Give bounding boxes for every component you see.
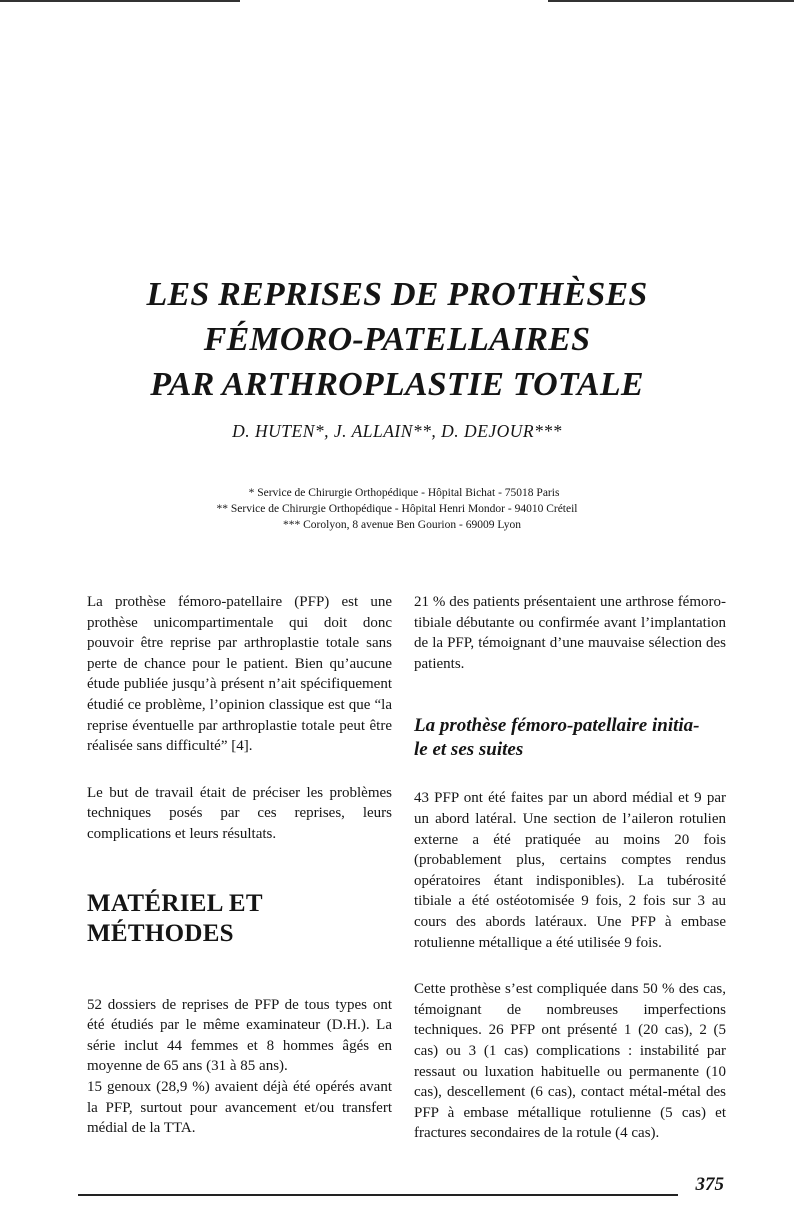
section-heading-materiel-methodes <box>87 889 392 949</box>
top-rule-left <box>0 0 240 2</box>
right-paragraph-3: Cette prothèse s’est compliquée dans 50 % des cas, témoignant de nombreuses imperfections techniques. 26 PFP ont présenté 1 (20 cas), 2 (5 cas) ou 3 (1 cas) complications : instabilité par ressaut ou luxation habituelle ou permanente (10 cas), descellement (6 cas), contact métal-métal des PFP à embase métallique rotulienne (5 cas) et fractures secondaires de la rotule (4 cas). <box>414 981 726 1142</box>
section-heading-line-2: MÉTHODES <box>87 919 234 947</box>
subheading-pfp-initiale <box>414 714 726 762</box>
methods-paragraph-1: 52 dossiers de reprises de PFP de tous types ont été étudiés par le même examinateur (D.H.). La série inclut 44 femmes et 8 hommes âgés en moyenne de 65 ans (31 à 85 ans). <box>87 996 392 1075</box>
article-title-line-3: PAR ARTHROPLASTIE TOTALE <box>150 366 644 403</box>
footer-rule <box>78 1194 678 1196</box>
right-paragraph-2: 43 PFP ont été faites par un abord médial et 9 par un abord latéral. Une section de l’aileron rotulien externe a été pratiquée au moins 20 fois (probablement plus, certains comptes rendus opératoires étant indisponibles). La tubérosité tibiale a été ostéotomisée 9 fois, 2 fois sur 3 au cours des abords latéraux. Une PFP à embase rotulienne métallique a été utilisée 9 fois. <box>414 790 726 951</box>
subheading-line-2: le et ses suites <box>414 739 524 761</box>
section-heading-line-1: MATÉRIEL ET <box>87 889 263 917</box>
right-paragraph-1: 21 % des patients présentaient une arthrose fémoro-tibiale débutante ou confirmée avant l’implantation de la PFP, témoignant d’une mauvaise sélection des patients. <box>414 594 726 672</box>
article-title-line-1: LES REPRISES DE PROTHÈSES <box>146 276 648 313</box>
article-title-line-2: FÉMORO-PATELLAIRES <box>203 321 591 358</box>
subheading-line-1: La prothèse fémoro-patellaire initia- <box>414 715 700 737</box>
article-header <box>0 272 794 442</box>
affiliation-2: ** Service de Chirurgie Orthopédique - Hôpital Henri Mondor - 94010 Créteil <box>216 503 578 515</box>
intro-paragraph-1: La prothèse fémoro-patellaire (PFP) est une prothèse unicompartimentale qui doit donc pouvoir être reprise par arthroplastie totale sans perte de chance pour le patient. Bien qu’aucune étude publiée jusqu’à présent n’ait spécifiquement étudié ce problème, l’opinion classique est que “la reprise éventuelle par arthroplastie totale peut être réalisée sans difficulté” [4]. <box>87 594 392 755</box>
intro-paragraph-2: Le but de travail était de préciser les problèmes techniques posés par ces reprises, leurs complications et leurs résultats. <box>87 784 392 842</box>
affiliation-1: * Service de Chirurgie Orthopédique - Hôpital Bichat - 75018 Paris <box>248 487 560 499</box>
affiliation-3: *** Corolyon, 8 avenue Ben Gourion - 69009 Lyon <box>283 519 521 531</box>
affiliations <box>0 485 794 533</box>
methods-paragraph-2: 15 genoux (28,9 %) avaient déjà été opérés avant la PFP, surtout pour avancement et/ou transfert médial de la TTA. <box>87 1078 392 1137</box>
top-rule-right <box>548 0 794 2</box>
left-column <box>87 592 392 1165</box>
right-column <box>414 592 726 1170</box>
page-number: 375 <box>695 1174 724 1195</box>
author-list: D. HUTEN*, J. ALLAIN**, D. DEJOUR*** <box>232 421 562 441</box>
